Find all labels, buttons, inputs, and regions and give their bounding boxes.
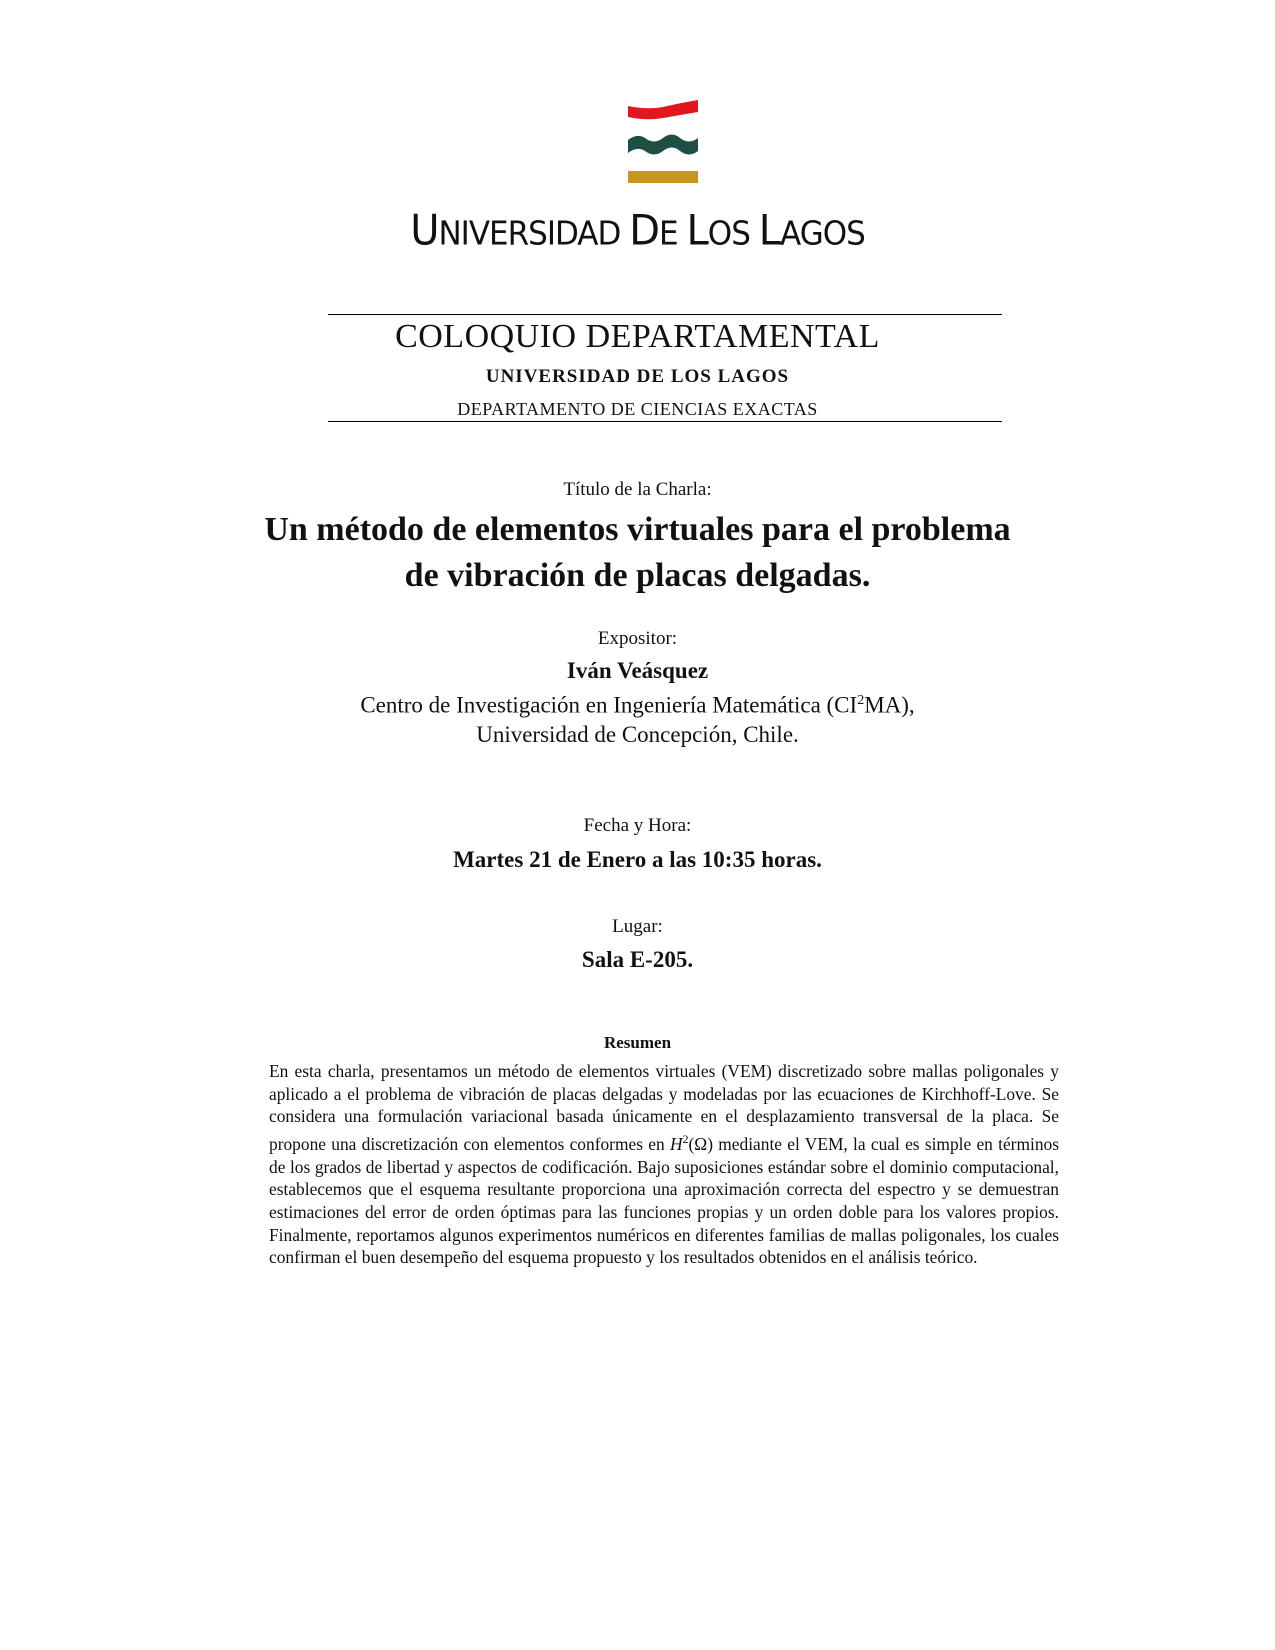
affiliation-line-2: Universidad de Concepción, Chile.: [476, 721, 799, 747]
department-name: DEPARTAMENTO DE CIENCIAS EXACTAS: [457, 399, 818, 419]
emblem-red-band: [628, 100, 698, 119]
talk-title-label: Título de la Charla:: [563, 479, 712, 500]
logo-wordmark: UNIVERSIDAD DE LOS LAGOS: [410, 206, 865, 256]
lakes-emblem-icon: [628, 100, 698, 185]
emblem-gold-band: [628, 171, 698, 183]
schedule-label: Fecha y Hora:: [583, 815, 692, 836]
abstract-body: En esta charla, presentamos un método de elementos virtuales (VEM) discretizado sobre mallas poligonales y aplicado a el problema de vibración de placas delgadas y modeladas por las ecuaciones de Kirchhoff-Love. Se considera una formulación variacional basada únicamente en el desplazamiento transversal de la placa. Se propone una discretización con elementos conformes en $H^2(\Omega)$ mediante el VEM, la cual es simple en términos de los grados de libertad y aspectos de codificación. Bajo suposiciones estándar sobre el dominio computacional, establecemos que el esquema resultante proporciona una aproximación correcta del espectro y se demuestran estimaciones del error de orden óptimas para las funciones propias y un orden doble para los valores propios. Finalmente, reportamos algunos experimentos numéricos en diferentes familias de mallas poligonales, los cuales confirman el buen desempeño del esquema propuesto y los resultados obtenidos en el análisis teórico.: [269, 1061, 1059, 1268]
speaker-name: Iván Veásquez: [566, 658, 709, 683]
place-label: Lugar:: [612, 916, 663, 937]
talk-title-line-2: de vibración de placas delgadas.: [404, 557, 871, 594]
speaker-label: Expositor:: [597, 628, 678, 649]
schedule-value: Martes 21 de Enero a las 10:35 horas.: [453, 847, 822, 872]
talk-title-line-1: Un método de elementos virtuales para el problema: [264, 511, 1011, 548]
affiliation-line-1: Centro de Investigación en Ingeniería Matemática $(CI^2MA)$,: [360, 692, 915, 718]
speaker-affiliation: [0, 686, 1275, 749]
talk-title: [0, 507, 1275, 599]
university-logo: [0, 100, 1275, 260]
place-value: Sala E-205.: [581, 947, 694, 972]
emblem-green-wave: [628, 135, 698, 155]
header-top-rule: [328, 314, 1002, 315]
abstract-heading: Resumen: [603, 1033, 672, 1052]
event-title: COLOQUIO DEPARTAMENTAL: [395, 318, 880, 355]
university-name: UNIVERSIDAD DE LOS LAGOS: [485, 366, 790, 387]
header-bottom-rule: [328, 421, 1002, 422]
